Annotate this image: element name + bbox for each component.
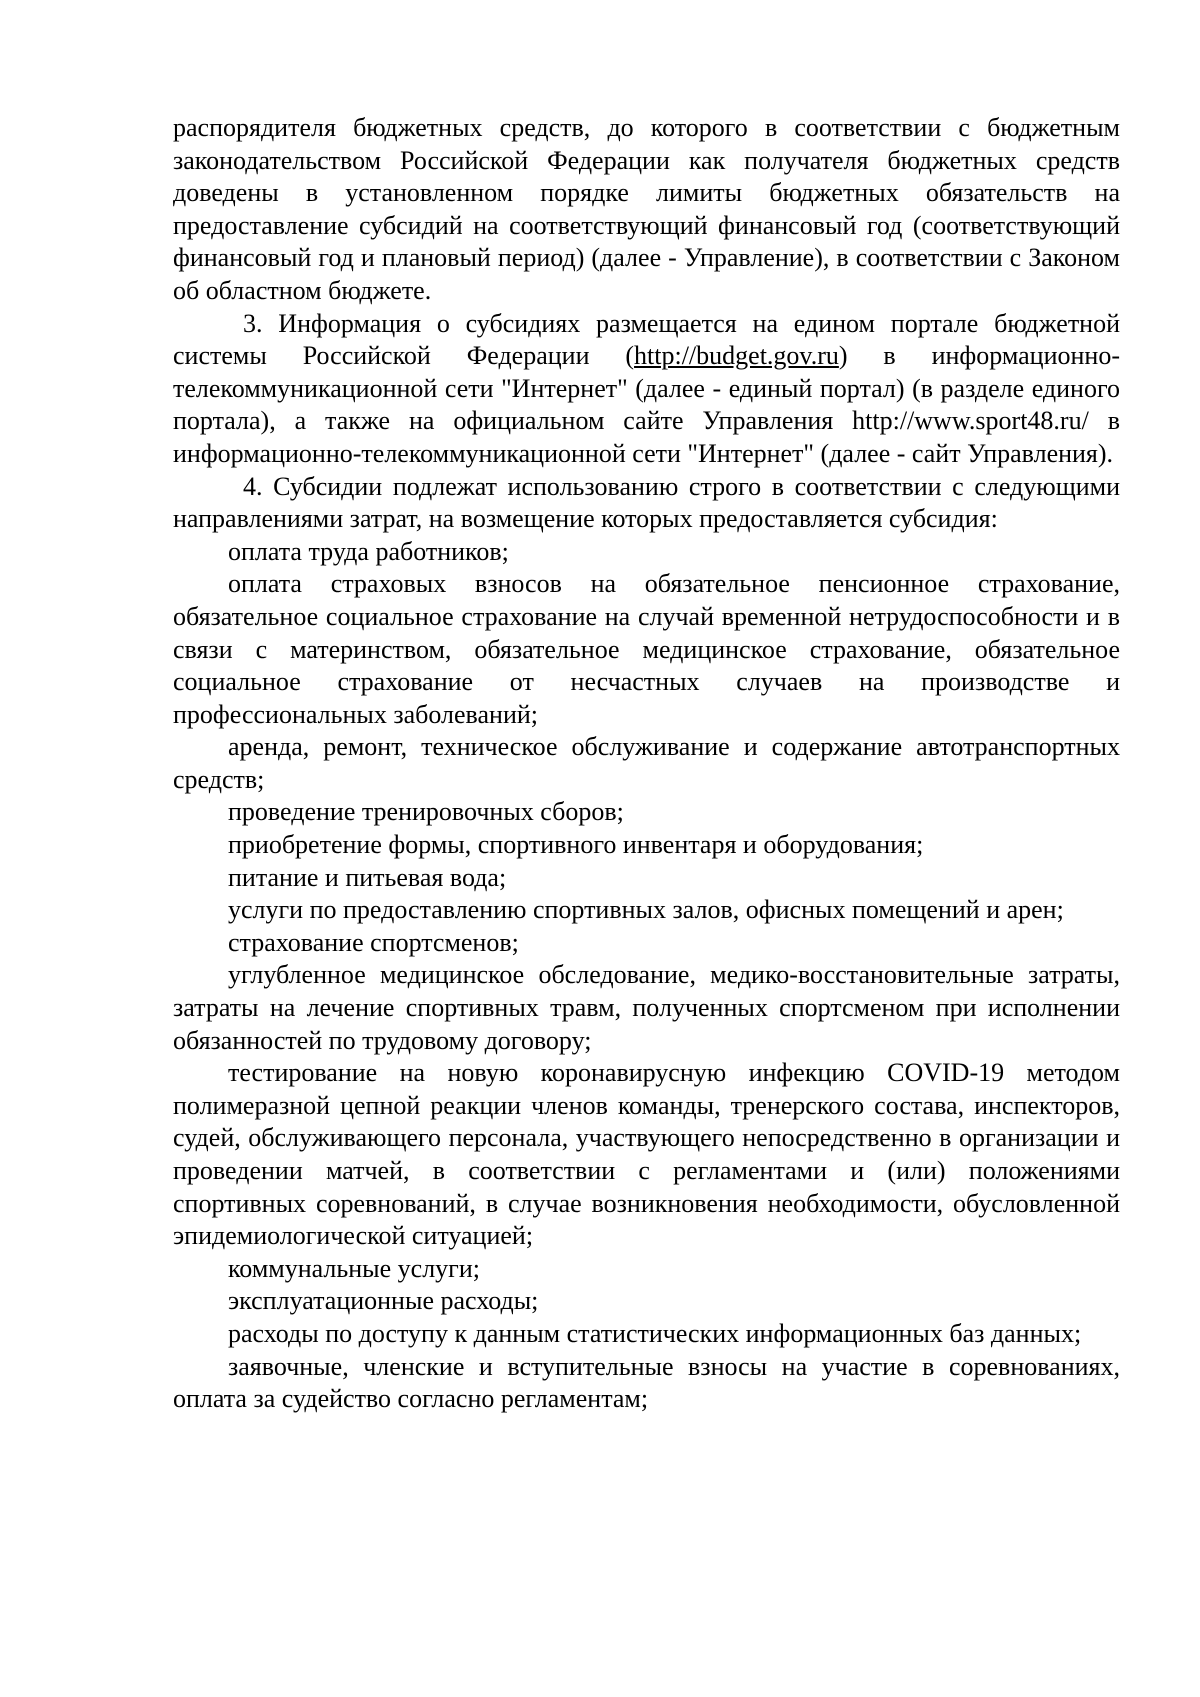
document-body <box>173 112 1120 1416</box>
paragraph-4 <box>173 471 1120 536</box>
list-item: питание и питьевая вода; <box>228 862 507 892</box>
paragraph-3-number: 3. <box>243 308 263 338</box>
list-item: эксплуатационные расходы; <box>228 1286 539 1316</box>
list-item: тестирование на новую коронавирусную инфекцию COVID-19 методом полимеразной цепной реакции членов команды, тренерского состава, инспекторов, судей, обслуживающего персонала, участвующего непосредственно в организации и проведении матчей, в соответствии с регламентами и (или) положениями спортивных соревнований, в случае возникновения необходимости, обусловленной эпидемиологической ситуацией; <box>173 1058 1120 1251</box>
list-item: оплата труда работников; <box>228 536 509 566</box>
list-item: услуги по предоставлению спортивных залов, офисных помещений и арен; <box>228 895 1064 925</box>
list-item: коммунальные услуги; <box>228 1253 480 1283</box>
budget-portal-link[interactable]: http://budget.gov.ru <box>634 341 839 371</box>
paragraph-3 <box>173 308 1120 471</box>
paragraph-continuation: распорядителя бюджетных средств, до которого в соответствии с бюджетным законодательством Российской Федерации как получателя бюджетных средств доведены в установленном порядке лимиты бюджетных обязательств на предоставление субсидий на соответствующий финансовый год (соответствующий финансовый год и плановый период) (далее - Управление), в соответствии с Законом об областном бюджете. <box>173 113 1120 305</box>
list-item: приобретение формы, спортивного инвентаря и оборудования; <box>228 830 924 860</box>
list-item: аренда, ремонт, техническое обслуживание и содержание автотранспортных средств; <box>173 732 1120 794</box>
paragraph-4-text: Субсидии подлежат использованию строго в соответствии с следующими направлениями затрат, на возмещение которых предоставляется субсидия: <box>173 471 1120 534</box>
paragraph-3-text-start: Информация о субсидиях размещается на едином портале бюджетной системы Российской Федерации ( <box>173 308 1121 371</box>
list-item: проведение тренировочных сборов; <box>228 797 624 827</box>
list-item: углубленное медицинское обследование, медико-восстановительные затраты, затраты на лечение спортивных травм, полученных спортсменом при исполнении обязанностей по трудовому договору; <box>173 960 1120 1055</box>
list-item: расходы по доступу к данным статистических информационных баз данных; <box>228 1318 1082 1348</box>
paragraph-3-text-end: ) в информационно-телекоммуникационной сети "Интернет" (далее - единый портал) (в разделе единого портала), а также на официальном сайте Управления http://www.sport48.ru/ в информационно-телекоммуникационной сети "Интернет" (далее - сайт Управления). <box>173 341 1120 468</box>
paragraph-4-number: 4. <box>243 471 263 501</box>
list-item: оплата страховых взносов на обязательное пенсионное страхование, обязательное социальное страхование на случай временной нетрудоспособности и в связи с материнством, обязательное медицинское страхование, обязательное социальное страхование от несчастных случаев на производстве и профессиональных заболеваний; <box>173 569 1120 729</box>
list-item: страхование спортсменов; <box>228 927 519 957</box>
list-item: заявочные, членские и вступительные взносы на участие в соревнованиях, оплата за судейство согласно регламентам; <box>173 1351 1120 1414</box>
